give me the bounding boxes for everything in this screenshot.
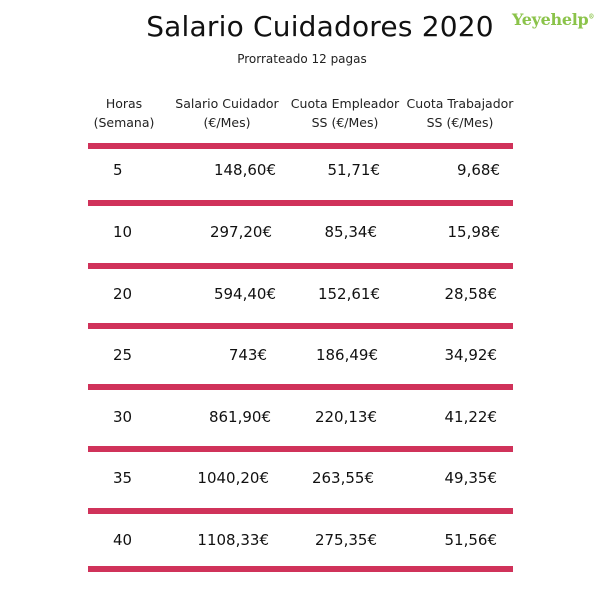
page-title: Salario Cuidadores 2020 <box>146 10 494 43</box>
row-divider <box>88 143 513 149</box>
row-divider <box>88 263 513 269</box>
cell-salario: 148,60€ <box>213 161 276 179</box>
header-salario: Salario Cuidador (€/Mes) <box>175 96 279 130</box>
cell-cuota-empleador: 275,35€ <box>314 531 377 549</box>
cell-salario: 594,40€ <box>213 285 276 303</box>
cell-horas: 35 <box>113 469 133 487</box>
cell-cuota-empleador: 220,13€ <box>314 408 377 426</box>
cell-horas: 5 <box>113 161 123 179</box>
cell-horas: 20 <box>113 285 133 303</box>
header-cuota-trabajador: Cuota Trabajador SS (€/Mes) <box>406 96 514 130</box>
cell-horas: 40 <box>113 531 133 549</box>
row-divider <box>88 566 513 572</box>
cell-salario: 743€ <box>228 346 267 364</box>
row-divider <box>88 323 513 329</box>
cell-salario: 1040,20€ <box>197 469 269 487</box>
cell-cuota-trabajador: 28,58€ <box>444 285 497 303</box>
row-divider <box>88 384 513 390</box>
cell-cuota-trabajador: 34,92€ <box>444 346 497 364</box>
cell-cuota-trabajador: 49,35€ <box>444 469 497 487</box>
cell-salario: 861,90€ <box>208 408 271 426</box>
cell-cuota-trabajador: 9,68€ <box>457 161 500 179</box>
row-divider <box>88 508 513 514</box>
cell-horas: 10 <box>113 223 133 241</box>
cell-cuota-empleador: 51,71€ <box>327 161 380 179</box>
brand-logo <box>512 10 594 29</box>
page-subtitle: Prorrateado 12 pagas <box>237 52 367 66</box>
cell-salario: 1108,33€ <box>197 531 269 549</box>
cell-horas: 25 <box>113 346 133 364</box>
cell-horas: 30 <box>113 408 133 426</box>
cell-cuota-trabajador: 51,56€ <box>444 531 497 549</box>
cell-cuota-trabajador: 41,22€ <box>444 408 497 426</box>
row-divider <box>88 446 513 452</box>
cell-cuota-empleador: 263,55€ <box>311 469 374 487</box>
header-horas: Horas (Semana) <box>93 96 155 130</box>
brand-logo-text: Yeyehelp <box>512 10 589 29</box>
cell-cuota-empleador: 186,49€ <box>315 346 378 364</box>
row-divider <box>88 200 513 206</box>
header-cuota-empleador: Cuota Empleador SS (€/Mes) <box>290 96 400 130</box>
cell-cuota-empleador: 152,61€ <box>317 285 380 303</box>
brand-logo-mark: ® <box>588 13 595 21</box>
cell-cuota-trabajador: 15,98€ <box>447 223 500 241</box>
cell-salario: 297,20€ <box>209 223 272 241</box>
cell-cuota-empleador: 85,34€ <box>324 223 377 241</box>
